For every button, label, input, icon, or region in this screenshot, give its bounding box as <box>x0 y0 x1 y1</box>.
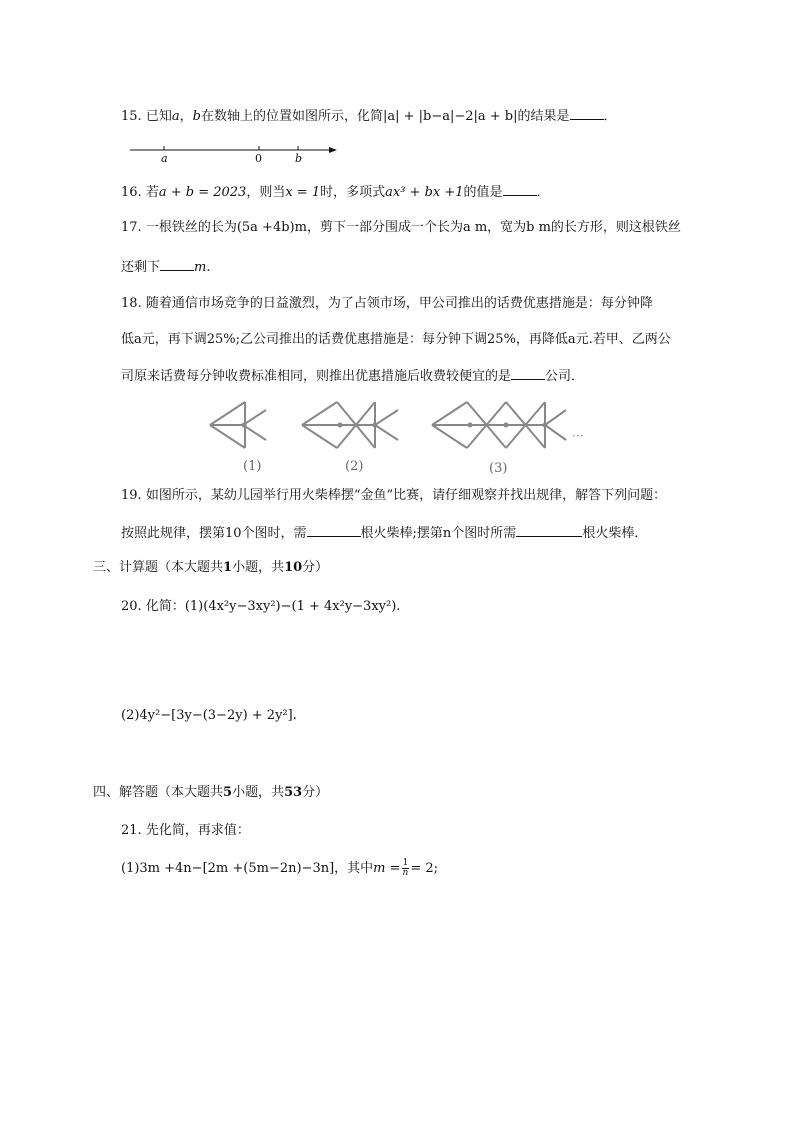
question-number: 19. <box>121 488 142 503</box>
question-16: 16. 若a + b = 2023，则当x = 1时，多项式ax³ + bx +1的值是 ． <box>121 181 550 203</box>
question-15: 15. 已知a，b在数轴上的位置如图所示，化简|a| + |b−a|−2|a + b|的结果是 ． <box>121 105 617 127</box>
question-18-line3: 司原来话费每分钟收费标准相同，则推出优惠措施后收费较便宜的是 公司． <box>121 365 584 387</box>
question-number: 21. <box>121 823 142 838</box>
fraction: $\frac{1}{n}$ <box>402 858 409 878</box>
question-number: 18. <box>121 296 142 311</box>
math-expression: (1)(4x²y−3xy²)−(1 + 4x²y−3xy²). <box>184 599 401 614</box>
question-21: 21. 先化简，再求值： <box>121 823 250 838</box>
question-20-part2: (2)4y²−[3y−(3−2y) + 2y²]. <box>121 708 297 723</box>
question-number: 16. <box>121 185 142 200</box>
question-19 <box>121 486 666 506</box>
figure-ellipsis: ··· <box>572 429 584 443</box>
section-heading-4: 四、解答题（本大题共5小题，共53分） <box>93 785 329 800</box>
fish-figure-2 <box>302 402 398 448</box>
question-number: 17. <box>121 220 142 235</box>
question-17-line2: 还剩下 m. <box>121 256 210 278</box>
question-19-line2: 按照此规律，摆第10个图时，需 根火柴棒;摆第n个图时所需 根火柴棒． <box>121 522 647 544</box>
fish-figure-1 <box>210 402 266 448</box>
question-text: 已知 <box>145 109 172 124</box>
question-text: 随着通信市场竞争的日益激烈，为了占领市场，甲公司推出的话费优惠措施是：每分钟降 <box>145 296 653 311</box>
question-text: 在数轴上的位置如图所示，化简 <box>200 109 383 124</box>
question-text: 的结果是 <box>517 109 570 124</box>
math-expression: x = 1 <box>285 185 321 200</box>
question-21-part1: (1)3m +4n−[2m +(5m−2n)−3n]，其中m = $\frac{1}{n}$ = 2; <box>121 858 439 878</box>
axis-label-zero: 0 <box>255 152 262 165</box>
axis-label-a: a <box>161 152 168 165</box>
math-expression: a + b = 2023 <box>158 185 247 200</box>
question-18-line2: 低a元，再下调25%;乙公司推出的话费优惠措施是：每分钟下调25%，再降低a元.若甲、乙两公 <box>121 332 671 347</box>
math-expression: |a| + |b−a|−2|a + b| <box>382 109 518 124</box>
figure-label-1: (1) <box>243 459 262 474</box>
question-number: 20. <box>121 599 142 614</box>
question-text: 如图所示，某幼儿园举行用火柴棒摆“金鱼”比赛，请仔细观察并找出规律，解答下列问题： <box>145 488 667 503</box>
answer-blank[interactable] <box>516 522 582 537</box>
answer-blank[interactable] <box>307 522 361 537</box>
axis-label-b: b <box>295 152 303 165</box>
section-heading-3: 三、计算题（本大题共1小题，共10分） <box>93 560 329 575</box>
figure-label-3: (3) <box>489 461 508 476</box>
question-20: 20. 化简：(1)(4x²y−3xy²)−(1 + 4x²y−3xy²). <box>121 599 401 614</box>
question-number: 15. <box>121 109 142 124</box>
math-expression: ax³ + bx +1 <box>385 185 464 200</box>
math-expression: (1)3m +4n−[2m +(5m−2n)−3n] <box>121 861 335 876</box>
question-text: 一根铁丝的长为(5a +4b)m，剪下一部分围成一个长为a m，宽为b m的长方形，则这根铁丝 <box>145 220 681 235</box>
figure-label-2: (2) <box>345 459 364 474</box>
